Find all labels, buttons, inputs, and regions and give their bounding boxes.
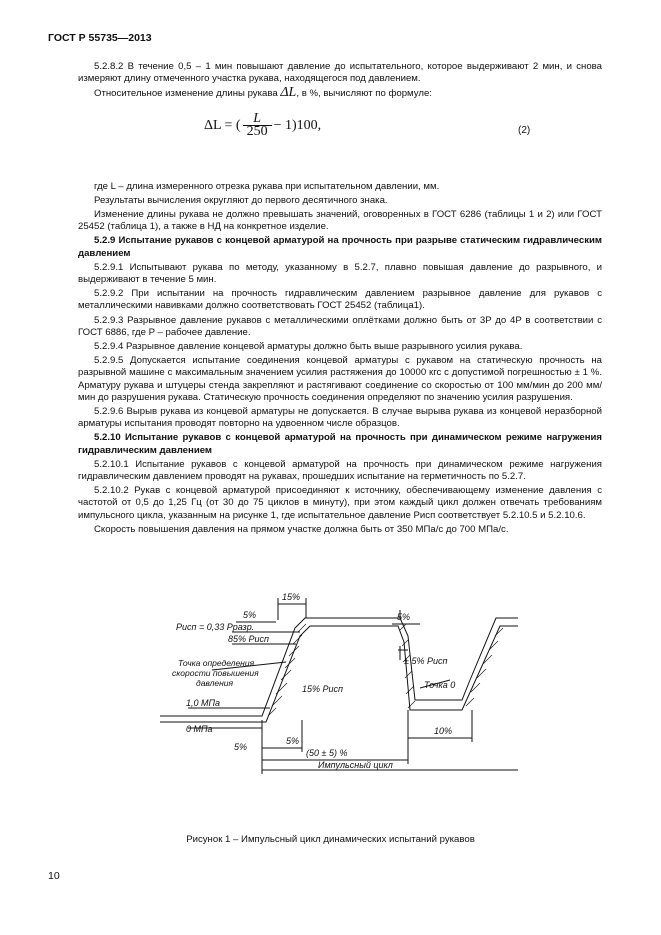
label-pct5d: 5% <box>286 736 300 746</box>
hatch-rise-2 <box>466 628 503 706</box>
formula <box>204 110 322 139</box>
page-number: 10 <box>48 870 60 882</box>
formula-unit-note: , в %, вычисляют по формуле: <box>296 88 432 100</box>
label-p15: 15% Pисп <box>302 684 343 694</box>
figure-impulse-cycle <box>0 570 661 830</box>
paragraph: где L – длина измеренного отрезка рукава при испытательном давлении, мм. <box>94 180 440 192</box>
label-point: Точка определения скорости повышения давления <box>172 658 259 688</box>
paragraph: 5.2.9.6 Вырыв рукава из концевой арматуры не допускается. В случае вырыва рукава из концевой неразборной арматуры испытания проводят повторно на удвоенном числе образцов. <box>78 406 602 430</box>
label-mpa0: 0 МПа <box>186 724 213 734</box>
label-pct5b: 5% <box>397 612 411 622</box>
label-pm5: ± 5% Pисп <box>404 656 448 666</box>
label-pct50: (50 ± 5) % <box>306 748 348 758</box>
figure-caption: Рисунок 1 – Импульсный цикл динамических испытаний рукавов <box>186 834 475 845</box>
document-body <box>78 61 602 538</box>
label-cycle: Импульсный цикл <box>318 760 393 770</box>
label-pct15: 15% <box>282 592 301 602</box>
formula-intro-text: Относительное изменение длины рукава <box>94 88 278 100</box>
section-heading: 5.2.10 Испытание рукавов с концевой арматурой на прочность при динамическом режиме нагружения гидравлическим давлением <box>78 432 602 456</box>
label-p85: 85% Pисп <box>228 634 269 644</box>
formula-denominator: 250 <box>246 123 268 139</box>
paragraph: 5.2.10.1 Испытание рукавов с концевой арматурой на прочность при динамическом режиме нагружения гидравлическим давлением проводят на рукавах, прошедших испытание на герметичность по 5.2.7. <box>78 458 602 483</box>
formula-numerator: L <box>243 113 272 126</box>
label-pct5c: 5% <box>234 742 248 752</box>
label-pt0: Точка 0 <box>424 680 456 690</box>
paragraph: 5.2.9.2 При испытании на прочность гидравлическим давлением разрывное давление для рукавов с металлическими навивками должно соответствовать ГОСТ 25452 (таблица1). <box>78 288 602 312</box>
delta-l-symbol: ΔL <box>280 85 297 101</box>
paragraph: 5.2.9.4 Разрывное давление концевой арматуры должно быть выше разрывного усилия рукава. <box>94 341 523 353</box>
paragraph-formula-intro <box>78 87 602 100</box>
formula-number: (2) <box>518 124 531 136</box>
label-ptest: Pисп = 0,33 Pразр. <box>176 622 255 632</box>
label-mpa10: 1,0 МПа <box>186 698 221 708</box>
section-heading: 5.2.9 Испытание рукавов с концевой арматурой на прочность при разрыве статическим гидравлическим давлением <box>78 235 602 259</box>
paragraph: 5.2.9.3 Разрывное давление рукавов с металлическими оплётками должно быть от 3P до 4P в соответствии с ГОСТ 6886, где P – рабочее давление. <box>78 314 602 338</box>
paragraph: 5.2.8.2 В течение 0,5 – 1 мин повышают давление до испытательного, которое выдерживают 2 мин, и снова измеряют длину отмеченного участка рукава, находящегося под давлением. <box>78 61 602 85</box>
formula-lhs: ΔL = ( <box>204 117 241 133</box>
impulse-cycle-diagram <box>0 570 661 830</box>
standard-header: ГОСТ Р 55735—2013 <box>48 32 152 44</box>
paragraph: Изменение длины рукава не должно превышать значений, оговоренных в ГОСТ 6286 (таблицы 1 и 2) или ГОСТ 25452 (таблица 1), а также в НД на конкретное изделие. <box>78 209 602 233</box>
formula-block <box>78 107 602 175</box>
label-pct10: 10% <box>434 726 453 736</box>
paragraph: Скорость повышения давления на прямом участке должна быть от 350 МПа/с до 700 МПа/с. <box>94 523 509 535</box>
paragraph: 5.2.10.2 Рукав с концевой арматурой присоединяют к источнику, обеспечивающему изменение давления с частотой от 0,5 до 1,25 Гц (от 30 до 75 циклов в минуту), при этом каждый цикл должен отвечать требованиям импульсного цикла, указанным на рисунке 1, где испытательное давление Pисп соответствует 5.2.10.5 и 5.2.10.6. <box>78 485 602 521</box>
paragraph: 5.2.9.1 Испытывают рукава по методу, указанному в 5.2.7, плавно повышая давление до разрывного, и выдерживают в течение 5 мин. <box>78 261 602 286</box>
formula-rhs: − 1)100, <box>273 117 322 133</box>
paragraph: Результаты вычисления округляют до первого десятичного знака. <box>94 194 388 206</box>
label-pct5a: 5% <box>243 610 257 620</box>
formula-fraction <box>243 110 272 139</box>
paragraph: 5.2.9.5 Допускается испытание соединения концевой арматуры с рукавом на статическую прочность на разрывной машине с максимальным значением усилия растяжения до 10000 кгс с допустимой погрешностью ± 1 %. Арматуру рукава и штуцеры стенда закрепляют и растягивают соединение со скоростью от 100 мм/мин до 200 мм/мин до разрушения рукава. Статическую прочность соединения определяют по значению усилия разрушения. <box>78 355 602 403</box>
